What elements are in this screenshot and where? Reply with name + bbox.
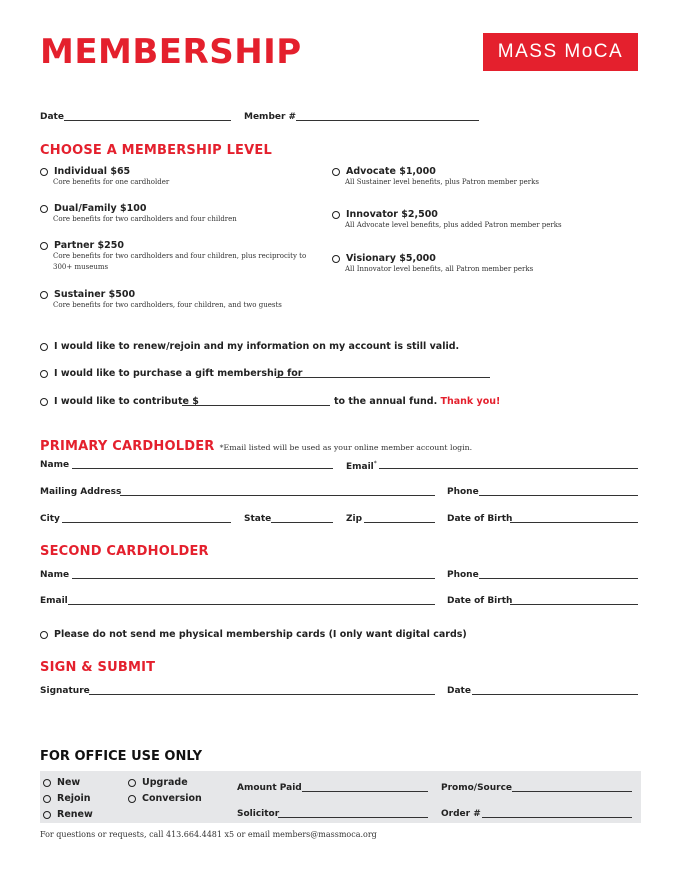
member-number-field[interactable] (296, 120, 479, 121)
level-partner[interactable]: Partner $250 Core benefits for two cardholders and four children, plus reciprocity to 300+ museums (40, 240, 306, 273)
primary-name-label: Name (40, 460, 70, 470)
level-innovator[interactable]: Innovator $2,500 All Advocate level benefits, plus added Patron member perks (332, 209, 562, 231)
radio-circle-icon[interactable] (43, 779, 51, 787)
second-dob-label: Date of Birth (447, 596, 513, 606)
signature-label: Signature (40, 686, 90, 696)
state-field[interactable] (271, 522, 333, 523)
sign-submit-heading: SIGN & SUBMIT (40, 660, 156, 675)
contribution-amount-field[interactable] (182, 405, 330, 406)
solicitor-field[interactable] (278, 817, 428, 818)
primary-phone-field[interactable] (479, 495, 638, 496)
office-renew-option[interactable]: Renew (43, 809, 93, 820)
gift-option[interactable]: I would like to purchase a gift membership for (40, 368, 302, 379)
primary-email-field[interactable] (379, 468, 638, 469)
radio-circle-icon[interactable] (332, 168, 340, 176)
gift-recipient-field[interactable] (276, 377, 490, 378)
mailing-address-label: Mailing Address (40, 487, 122, 497)
no-physical-cards-option[interactable]: Please do not send me physical membership cards (I only want digital cards) (40, 629, 467, 640)
mass-moca-logo: MASS MoCA (483, 33, 638, 71)
radio-circle-icon[interactable] (40, 291, 48, 299)
mailing-address-field[interactable] (120, 495, 435, 496)
radio-circle-icon[interactable] (40, 370, 48, 378)
renew-option[interactable]: I would like to renew/rejoin and my information on my account is still valid. (40, 341, 459, 352)
radio-circle-icon[interactable] (128, 795, 136, 803)
radio-circle-icon[interactable] (40, 168, 48, 176)
primary-phone-label: Phone (447, 487, 479, 497)
radio-circle-icon[interactable] (332, 211, 340, 219)
sign-date-label: Date (447, 686, 471, 696)
radio-circle-icon[interactable] (40, 343, 48, 351)
office-rejoin-option[interactable]: Rejoin (43, 793, 91, 804)
member-number-label: Member # (244, 112, 297, 122)
footer-contact: For questions or requests, call 413.664.4481 x5 or email members@massmoca.org (40, 830, 377, 839)
primary-name-field[interactable] (72, 468, 333, 469)
second-name-label: Name (40, 570, 70, 580)
email-login-note: *Email listed will be used as your online member account login. (219, 443, 473, 452)
zip-label: Zip (346, 514, 363, 524)
radio-circle-icon[interactable] (43, 811, 51, 819)
radio-circle-icon[interactable] (332, 255, 340, 263)
radio-circle-icon[interactable] (40, 631, 48, 639)
amount-paid-label: Amount Paid (237, 783, 302, 793)
second-phone-label: Phone (447, 570, 479, 580)
contribute-option[interactable]: I would like to contribute $ (40, 396, 199, 407)
zip-field[interactable] (364, 522, 435, 523)
radio-circle-icon[interactable] (40, 242, 48, 250)
state-label: State (244, 514, 272, 524)
city-label: City (40, 514, 60, 524)
level-advocate[interactable]: Advocate $1,000 All Sustainer level benefits, plus Patron member perks (332, 166, 539, 188)
radio-circle-icon[interactable] (43, 795, 51, 803)
level-dual-family[interactable]: Dual/Family $100 Core benefits for two cardholders and four children (40, 203, 237, 225)
primary-dob-field[interactable] (510, 522, 638, 523)
membership-level-heading: CHOOSE A MEMBERSHIP LEVEL (40, 143, 272, 158)
level-individual[interactable]: Individual $65 Core benefits for one cardholder (40, 166, 169, 188)
date-field[interactable] (64, 120, 231, 121)
primary-cardholder-header (40, 435, 472, 454)
second-dob-field[interactable] (510, 604, 638, 605)
radio-circle-icon[interactable] (40, 398, 48, 406)
city-field[interactable] (62, 522, 231, 523)
thank-you-text: Thank you! (440, 396, 501, 407)
order-number-field[interactable] (482, 817, 632, 818)
amount-paid-field[interactable] (302, 791, 428, 792)
order-number-label: Order # (441, 809, 481, 819)
office-conversion-option[interactable]: Conversion (128, 793, 202, 804)
second-cardholder-heading: SECOND CARDHOLDER (40, 544, 209, 559)
office-use-heading: FOR OFFICE USE ONLY (40, 749, 202, 764)
primary-cardholder-heading: PRIMARY CARDHOLDER (40, 439, 215, 454)
level-sustainer[interactable]: Sustainer $500 Core benefits for two cardholders, four children, and two guests (40, 289, 282, 311)
promo-source-field[interactable] (512, 791, 632, 792)
second-email-label: Email (40, 596, 68, 606)
office-new-option[interactable]: New (43, 777, 80, 788)
radio-circle-icon[interactable] (40, 205, 48, 213)
radio-circle-icon[interactable] (128, 779, 136, 787)
office-upgrade-option[interactable]: Upgrade (128, 777, 188, 788)
solicitor-label: Solicitor (237, 809, 280, 819)
annual-fund-text: to the annual fund. Thank you! (334, 396, 501, 407)
page-title: MEMBERSHIP (40, 32, 302, 72)
second-name-field[interactable] (72, 578, 435, 579)
level-visionary[interactable]: Visionary $5,000 All Innovator level benefits, all Patron member perks (332, 253, 533, 275)
second-email-field[interactable] (68, 604, 435, 605)
signature-field[interactable] (89, 694, 435, 695)
second-phone-field[interactable] (479, 578, 638, 579)
date-label: Date (40, 112, 64, 122)
sign-date-field[interactable] (472, 694, 638, 695)
primary-dob-label: Date of Birth (447, 514, 513, 524)
promo-source-label: Promo/Source (441, 783, 513, 793)
primary-email-label: Email* (346, 460, 377, 472)
